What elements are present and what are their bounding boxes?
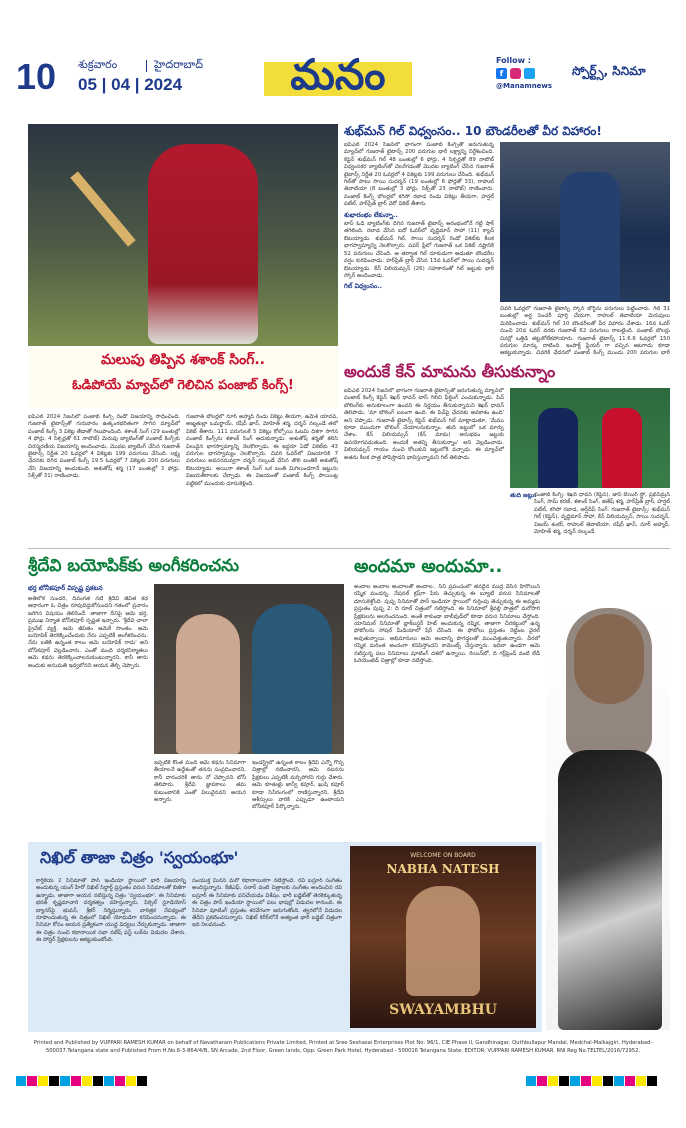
sridevi-body-3-text: ఇండస్ట్రీలో ఉన్నంత కాలం శ్రీదేవి ఎన్నో గొప్ప చిత్రాల్లో నటించారని, ఆమె నటనను ప్రేక్షకులు ఎప్పటికీ మర్చిపోరని గుర్తు చేశారు. ఆమె కూతుళ్లు జాన్వీ కపూర్, ఖుషీ కపూర్ కూడా సినీరంగంలో రాణిస్తున్నారని, శ్రీదేవి ఆశీస్సులు వారికి ఎప్పుడూ ఉంటాయని బోనీకపూర్ పేర్కొన్నారు. (252, 760, 344, 811)
swayambhu-poster (350, 846, 536, 1028)
shashank-body-left-text: ఐపీఎల్ 2024 సీజన్‌లో పంజాబ్ కింగ్స్ రెండో విజయాన్ని సాధించింది. గుజరాత్ టైటాన్స్‌తో గురువారం ఉత్కంఠభరితంగా సాగిన మ్యాచ్‌లో పంజాబ్ కింగ్స్ 3 వికెట్ల తేడాతో గెలుపొందింది. శశాంక్ సింగ్ (29 బంతుల్లో 4 ఫోర్లు, 4 సిక్సర్లతో 61 నాటౌట్) మెరుపు బ్యాటింగ్‌తో పంజాబ్ కింగ్స్‌కు చిరస్మరణీయ విజయాన్ని అందించాడు. మొదట బ్యాటింగ్ చేసిన గుజరాత్ టైటాన్స్ నిర్ణీత 20 ఓవర్లలో 4 వికెట్లకు 199 పరుగులు చేసింది. లక్ష్య ఛేదనకు దిగిన పంజాబ్ కింగ్స్ 19.5 ఓవర్లలో 7 వికెట్లకు 200 పరుగులు చేసి విజయాన్ని అందుకుంది. అశుతోష్ శర్మ (17 బంతుల్లో 3 ఫోర్లు, సిక్స్‌తో 31) రాణించాడు. (28, 414, 180, 480)
gill-body-col2 (500, 306, 670, 358)
shashank-body-right-text: గుజరాత్ బౌలర్లలో నూర్ అహ్మద్ రెండు వికెట్లు తీయగా, ఉమేశ్ యాదవ్, అజ్మతుల్లా ఒమర్జాయ్, రషీద్ ఖాన్, మోహిత్ శర్మ, దర్శన్ నల్కండే తలో వికెట్ తీశారు. 111 పరుగులకే 5 వికెట్లు కోల్పోయి ఓటమి దిశగా సాగిన పంజాబ్ కింగ్స్‌ను శశాంక్ సింగ్ ఆదుకున్నాడు. అశుతోష్ శర్మతో కలిసి విలువైన భాగస్వామ్యాన్ని నెలకొల్పాడు. ఈ ఇద్దరూ ఏడో వికెట్‌కు 43 పరుగుల భాగస్వామ్యం నెలకొల్పారు. చివరి ఓవర్‌లో విజయానికి 7 పరుగులు అవసరమవ్వగా దర్శన్ నల్కండే వేసిన తొలి బంతికే అశుతోష్ ఔటయ్యాడు. అయినా శశాంక్ సింగ్ ఒక బంతి మిగిలుండగానే జట్టును విజయతీరాలకు చేర్చాడు. ఈ విజయంతో పంజాబ్ కింగ్స్ పాయింట్ల పట్టికలో ముందుకు దూసుకెళ్లింది. (186, 414, 338, 487)
sridevi-body-3 (252, 760, 344, 836)
gill-body-2: టాస్ ఓడి బ్యాటింగ్‌కు దిగిన గుజరాత్ టైటాన్స్ ఆరంభంలోనే గట్టి షాక్ తగిలింది. రబాడ వేసిన ఐదో ఓవర్‌లో వృద్ధిమాన్ సాహా (11) క్యాచ్ ఔటయ్యాడు. శుభ్‌మన్ గిల్, సాయి సుదర్శన్ రెండో వికెట్‌కు కీలక భాగస్వామ్యాన్ని నెలకొల్పారు. పవర్ ప్లేలో గుజరాత్ ఒక వికెట్ నష్టానికి 52 పరుగులు చేసింది. ఆ తర్వాత గిల్ దూకుడుగా ఆడుతూ బౌండరీల వర్షం కురిపించాడు. హర్‌ప్రీత్ బ్రార్ వేసిన 13వ ఓవర్‌లో సాయి సుదర్శన్ ఔటయ్యాడు. కేన్ విలియమ్సన్ (26) సహకారంతో గిల్ జట్టుకు భారీ స్కోర్ అందించాడు. (344, 221, 494, 279)
gill-celebration-photo (500, 142, 670, 302)
gill-body-3: చివరి ఓవర్లలో గుజరాత్ టైటాన్స్ స్కోర్ బోర్డ్‌ను పరుగులు పెట్టించారు. గిల్ 31 బంతుల్లో అర్ధ సెంచరీ పూర్తి చేయగా, రాహుల్ తెవాటియా మెరుపులు మెరిపించాడు. శుభ్‌మన్ గిల్ 10 బౌండరీలతో వీర విహారం చేశాడు. 16వ ఓవర్ నుంచి 20వ ఓవర్ వరకు గుజరాత్ 62 పరుగులు రాబట్టింది. పంజాబ్ బౌలర్లు చివర్లో ఒత్తిడి తట్టుకోలేకపోయారు. గుజరాత్ టైటాన్స్ 11.6.6 ఓవర్లలో 150 పరుగుల మార్కు దాటింది. ఇంపాక్ట్ ప్లేయర్ గా వచ్చిన ఆటగాడు కూడా ఆకట్టుకున్నాడు. చివరికి ఛేదనలో పంజాబ్ కింగ్స్ ముందు 200 పరుగుల భారీ (500, 306, 670, 357)
sridevi-figure (176, 614, 240, 754)
captains-toss-photo (510, 388, 670, 488)
shashank-body-right (186, 414, 338, 538)
sridevi-headline: శ్రీదేవి బయోపిక్‌కు అంగీకరించను (28, 556, 239, 576)
city-label: హైదరాబాద్ (154, 58, 203, 71)
twitter-icon[interactable] (524, 68, 535, 79)
poster-actress-name: NABHA NATESH (386, 862, 500, 876)
section-title: స్పోర్ట్స్, సినిమా (572, 64, 646, 78)
poster-title: SWAYAMBHU (389, 1002, 497, 1018)
nikhil-body-2 (192, 878, 342, 1026)
rashmika-body (354, 584, 540, 836)
kane-headline: అందుకే కేన్ మామను తీసుకున్నాం (344, 362, 556, 381)
date-label: 05 | 04 | 2024 (78, 75, 183, 94)
kane-caption (534, 492, 670, 544)
rashmika-headline: అందమా అందుమా.. (354, 556, 503, 577)
color-bar-right (526, 1076, 657, 1086)
day-label: శుక్రవారం (78, 58, 118, 71)
kane-caption-text: పంజాబ్ కింగ్స్: శిఖర్ ధావన్ (కెప్టెన్), జానీ బెయిర్ స్టో, ప్రభ్‌సిమ్రన్ సింగ్, సామ్ కరణ్, శశాంక్ సింగ్, జితేష్ శర్మ, హర్‌ప్రీత్ బ్రార్, హర్షల్ పటేల్, కగిసో రబాడ, అర్ష్‌దీప్ సింగ్. గుజరాత్ టైటాన్స్: శుభ్‌మన్ గిల్ (కెప్టెన్), వృద్ధిమాన్ సాహా, కేన్ విలియమ్సన్, సాయి సుదర్శన్, విజయ్ శంకర్, రాహుల్ తెవాటియా, రషీద్ ఖాన్, నూర్ అహ్మద్, మోహిత్ శర్మ, దర్శన్ నల్కండే. (534, 492, 670, 536)
kane-body (344, 388, 504, 544)
kane-body-text: ఐపీఎల్ 2024 సీజన్‌లో భాగంగా గుజరాత్ టైటాన్స్‌తో జరుగుతున్న మ్యాచ్‌లో పంజాబ్ కింగ్స్ కెప్టెన్ శిఖర్ ధావన్ టాస్ గెలిచి ఫీల్డింగ్ ఎంచుకున్నాడు. పిచ్ బౌలింగ్‌కు అనుకూలంగా ఉందని ఈ నిర్ణయం తీసుకున్నామని శిఖర్ ధావన్ తెలిపాడు. 'మా బౌలింగ్ బలంగా ఉంది. ఈ పిచ్‌పై ఛేదనకు అవకాశం ఉంది' అని చెప్పాడు. గుజరాత్ టైటాన్స్ కెప్టెన్ శుభ్‌మన్ గిల్ మాట్లాడుతూ, 'మేము కూడా ముందుగా బౌలింగ్ చేయాలనుకున్నాం. తుది జట్టులో ఒక మార్పు చేశాం. కేన్ విలియమ్సన్ (కేన్ మామ) అనుభవం జట్టుకు ఉపయోగపడుతుంది. అందుకే అతన్ని తీసుకున్నాం' అని వెల్లడించాడు. విలియమ్సన్ గాయం నుంచి కోలుకుని జట్టులోకి వచ్చాడు. ఈ మ్యాచ్‌లో అతను కీలక పాత్ర పోషిస్తాడని భావిస్తున్నామని గిల్ తెలిపాడు. (344, 388, 504, 461)
footer-imprint: Printed and Published by VUPPARI RAMESH KUMAR on behalf of Navatharam Publications Private Limited, Printed at Sree Seshasai Enterprises Plot No: 96/1, CIE Phase II, Gandhinagar, Quthbullapur Mandal, Medchal-Malkajgiri, Hyderabad-500037.Telangana state and Published From H.No.6-3-864/4/B, SN Arcade, 2nd Floor, Green lands, Opp: Green Park Hotel, Hyderabad - 500016 Telangana State. EDITOR: VUPPARI RAMESH KUMAR. RNI Reg No.TELTEL/2016/72952. (33, 1040, 653, 1054)
masthead-title: మనం (290, 50, 386, 99)
gill-headline: శుభ్‌మన్ గిల్ విధ్వంసం.. 10 బౌండరీలతో వీర విహారం! (344, 124, 602, 138)
instagram-icon[interactable] (510, 68, 521, 79)
follow-label: Follow : (496, 56, 531, 65)
sridevi-body-2-text: ఇప్పటికే కొంత మంది ఆమె కథను సినిమాగా తీయాలనే ఉద్దేశంతో తనను సంప్రదించారని, కానీ వారందరికీ తాను నో చెప్పానని బోనీ తెలిపారు. శ్రీదేవి జ్ఞాపకాలు తమ కుటుంబానికి ఎంతో విలువైనవని ఆయన అన్నారు. (154, 760, 246, 804)
nikhil-headline: నిఖిల్ తాజా చిత్రం 'స్వయంభూ' (40, 848, 239, 867)
gill-body-1: ఐపీఎల్ 2024 సీజన్‌లో భాగంగా పంజాబ్ కింగ్స్‌తో జరుగుతున్న మ్యాచ్‌లో గుజరాత్ టైటాన్స్ 200 పరుగుల భారీ లక్ష్యాన్ని నిర్దేశించింది. కెప్టెన్ శుభ్‌మన్ గిల్ 48 బంతుల్లో 6 ఫోర్లు, 4 సిక్సర్లతో 89 నాటౌట్ విధ్వంసకర బ్యాటింగ్‌తో చెలరేగడంతో మొదట బ్యాటింగ్ చేసిన గుజరాత్ టైటాన్స్ నిర్ణీత 20 ఓవర్లలో 4 వికెట్లకు 199 పరుగులు చేసింది. శుభ్‌మన్ గిల్‌తో పాటు సాయి సుదర్శన్ (19 బంతుల్లో 6 ఫోర్లతో 33), రాహుల్ తెవాటియా (8 బంతుల్లో 3 ఫోర్లు, సిక్స్‌తో 23 నాటౌట్) రాణించారు. పంజాబ్ కింగ్స్ బౌలర్లలో కగిసో రబాడ రెండు వికెట్లు తీయగా, హర్షల్ పటేల్, హర్‌ప్రీత్ బ్రార్ చెరో వికెట్ తీశారు. (344, 142, 494, 208)
sridevi-body-2 (154, 760, 246, 836)
color-bar-left (16, 1076, 147, 1086)
shashank-body-left (28, 414, 180, 538)
rashmika-body-text: అందాల అందాల అందాలతో అందాల.. సినీ ప్రపంచంలో తనదైన ముద్ర వేసిన హీరోయిన్ రష్మిక మందన్న. నేషనల్ క్రష్‌గా పేరు తెచ్చుకున్న ఈ బ్యూటీ వరుస సినిమాలతో దూసుకెళ్తోంది. పుష్ప సినిమాతో పాన్ ఇండియా స్థాయిలో గుర్తింపు తెచ్చుకున్న ఈ అమ్మడు ప్రస్తుతం పుష్ప 2: ది రూల్ చిత్రంలో నటిస్తోంది. ఈ సినిమాలో శ్రీవల్లి పాత్రలో మరోసారి ప్రేక్షకులను అలరించనుంది. అంతే కాకుండా బాలీవుడ్‌లో కూడా వరుస సినిమాలు చేస్తోంది. యానిమల్ సినిమాతో బ్లాక్‌బస్టర్ హిట్ అందుకున్న రష్మిక, తాజాగా చీరకట్టులో ఉన్న ఫోటోలను సోషల్ మీడియాలో షేర్ చేసింది. ఈ ఫోటోలు ప్రస్తుతం నెట్టింట వైరల్ అవుతున్నాయి. అభిమానులు ఆమె అందాన్ని పొగడ్తలతో ముంచెత్తుతున్నారు. చీరలో రష్మిక మరింత అందంగా కనిపిస్తోందని కామెంట్స్ చేస్తున్నారు. ఇదిలా ఉండగా ఆమె నటిస్తున్న పలు సినిమాలు షూటింగ్ దశలో ఉన్నాయి. రెయిన్‌బో, ది గర్ల్‌ఫ్రెండ్ వంటి లేడీ ఓరియెంటెడ్ చిత్రాల్లో కూడా నటిస్తోంది. (354, 584, 540, 665)
gill-figure (560, 172, 620, 302)
section-divider (28, 548, 670, 549)
facebook-icon[interactable]: f (496, 68, 507, 79)
sridevi-body-1-text: అతిలోక సుందరి, దివంగత నటి శ్రీదేవి జీవిత కథ ఆధారంగా ఓ చిత్రం రూపుదిద్దుకోనుందని గతంలో ప్రచారం జరిగిన విషయం తెలిసిందే. తాజాగా దీనిపై ఆమె భర్త, ప్రముఖ నిర్మాత బోనీకపూర్ స్పష్టత ఇచ్చారు. 'శ్రీదేవి చాలా ప్రైవేట్ వ్యక్తి. ఆమె జీవితం ఆమెకే సొంతం. ఆమె బయోపిక్ తెరకెక్కించేందుకు నేను ఎప్పటికీ అంగీకరించను. నేను బతికి ఉన్నంత కాలం ఆమె బయోపిక్ రాదు' అని బోనీకపూర్ వెల్లడించారు. ఎంతో మంది దర్శకనిర్మాతలు ఆమె కథను తెరకెక్కించాలనుకుంటున్నారని, కానీ తాను అందుకు అనుమతి ఇవ్వబోనని ఆయన తేల్చి చెప్పారు. (28, 596, 148, 669)
poster-tagline: WELCOME ON BOARD (410, 852, 476, 859)
boney-figure (252, 604, 332, 754)
batsman-figure (148, 144, 258, 344)
shashank-headline-1: మలుపు తిప్పిన శశాంక్ సింగ్.. (101, 352, 265, 368)
masthead-logo (264, 52, 412, 102)
bat (70, 171, 136, 246)
nikhil-body-2-text: సంయుక్త మీనన్ మరో కథానాయికగా నటిస్తోంది. రవి బస్రూర్ సంగీతం అందిస్తున్నారు. కేజీఎఫ్, సలార్ వంటి చిత్రాలకు సంగీతం అందించిన రవి బస్రూర్ ఈ సినిమాకు పనిచేయడం విశేషం. భారీ బడ్జెట్‌తో తెరకెక్కుతున్న ఈ చిత్రం పాన్ ఇండియా స్థాయిలో పలు భాషల్లో విడుదల కానుంది. ఈ సినిమా షూటింగ్ ప్రస్తుతం శరవేగంగా జరుగుతోంది. త్వరలోనే విడుదల తేదీని ప్రకటించనున్నారు. నిఖిల్ కెరీర్‌లోనే అత్యంత భారీ బడ్జెట్ చిత్రంగా ఇది నిలవనుంది. (192, 878, 342, 929)
nikhil-body-1-text: కార్తికేయ 2 సినిమాతో పాన్ ఇండియా స్థాయిలో భారీ విజయాన్ని అందుకున్న యంగ్ హీరో నిఖిల్ సిద్ధార్థ్ ప్రస్తుతం వరుస సినిమాలతో బిజీగా ఉన్నాడు. తాజాగా ఆయన నటిస్తున్న చిత్రం 'స్వయంభూ'. ఈ సినిమాకు భరత్ కృష్ణమాచారి దర్శకత్వం వహిస్తున్నారు. పిక్సెల్ స్టూడియోస్ బ్యానర్‌పై భువన్, శ్రీకర్ నిర్మిస్తున్నారు. చారిత్రక నేపథ్యంలో రూపొందుతున్న ఈ చిత్రంలో నిఖిల్ యోధుడిగా కనిపించనున్నాడు. ఈ సినిమా కోసం ఆయన ప్రత్యేకంగా యుద్ధ విద్యలు నేర్చుకున్నాడు. తాజాగా ఈ చిత్రం నుంచి కథానాయిక నభా నటేష్ ఫస్ట్ లుక్‌ను విడుదల చేశారు. ఈ పోస్టర్ ప్రేక్షకులను ఆకట్టుకుంటోంది. (36, 878, 186, 944)
captain-left (538, 408, 578, 488)
follow-block (496, 56, 566, 98)
sridevi-body-1 (28, 596, 148, 836)
gill-subhead-1: శుభారంభం లేకున్నా.. (344, 210, 398, 219)
social-handle: @Manamnews (496, 82, 553, 90)
sridevi-boney-photo (154, 584, 344, 754)
rashmika-photo (546, 600, 670, 1030)
poster-figure (406, 886, 480, 996)
gill-subhead-2: గిల్ విధ్వంసం.. (344, 282, 383, 291)
page-number: 10 (16, 56, 57, 97)
header (16, 52, 672, 102)
kane-caption-label: తుది జట్లు: (510, 492, 537, 499)
shashank-headline-box (28, 348, 338, 408)
sridevi-byline: భర్త బోనీకపూర్ విస్పష్ట ప్రకటన (28, 584, 103, 592)
date-block (78, 58, 248, 96)
rashmika-saree (558, 750, 662, 1030)
shashank-batting-photo (28, 124, 338, 346)
captain-right (602, 408, 642, 488)
gill-body-col1 (344, 142, 494, 358)
rashmika-hair (566, 608, 652, 758)
shashank-headline-2: ఓడిపోయే మ్యాచ్‌లో గెలిచిన పంజాబ్ కింగ్స్! (72, 378, 294, 393)
date-divider (146, 60, 147, 72)
nikhil-body-1 (36, 878, 186, 1026)
